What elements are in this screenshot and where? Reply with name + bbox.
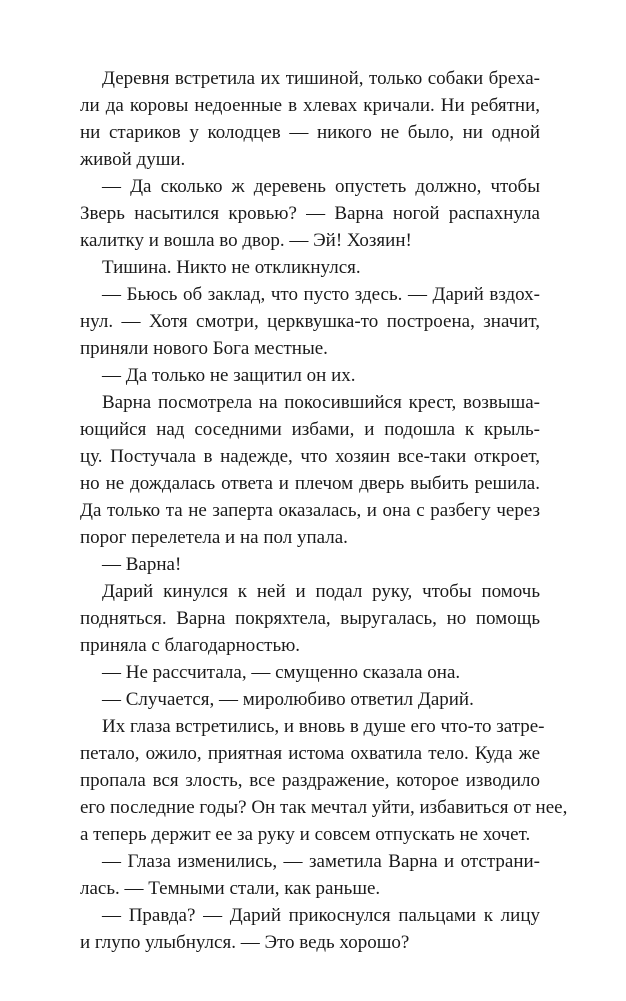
text-line: Их глаза встретились, и вновь в душе его что-то затре- xyxy=(102,716,545,737)
paragraph-5 xyxy=(80,362,540,389)
paragraph-11 xyxy=(80,713,568,848)
paragraph-2 xyxy=(80,173,540,254)
text-line: лась. — Темными стали, как раньше. xyxy=(80,878,381,899)
text-line: — Бьюсь об заклад, что пусто здесь. — Дарий вздох- xyxy=(102,284,540,305)
text-line: порог перелетела и на пол упала. xyxy=(80,527,348,548)
text-line: приняли нового Бога местные. xyxy=(80,338,328,359)
text-line: Зверь насытился кровью? — Варна ногой распахнула xyxy=(80,203,540,224)
paragraph-8 xyxy=(80,578,540,659)
text-line: ли да коровы недоенные в хлевах кричали. Ни ребятни, xyxy=(80,95,540,116)
text-line: калитку и вошла во двор. — Эй! Хозяин! xyxy=(80,230,412,251)
paragraph-10 xyxy=(80,686,540,713)
text-line: цу. Постучала в надежде, что хозяин все-таки откроет, xyxy=(80,446,540,467)
text-line: — Случается, — миролюбиво ответил Дарий. xyxy=(102,689,474,710)
paragraph-6 xyxy=(80,389,540,551)
text-line: но не дождалась ответа и плечом дверь выбить решила. xyxy=(80,473,540,494)
text-line: Да только та не заперта оказалась, и она с разбегу через xyxy=(80,500,540,521)
text-line: — Да сколько ж деревень опустеть должно, чтобы xyxy=(102,176,540,197)
text-line: — Варна! xyxy=(102,554,182,575)
text-line: его последние годы? Он так мечтал уйти, избавиться от нее, xyxy=(80,797,568,818)
paragraph-13 xyxy=(80,902,540,956)
paragraph-9 xyxy=(80,659,540,686)
text-line: — Да только не защитил он их. xyxy=(102,365,356,386)
text-line: Деревня встретила их тишиной, только собаки бреха- xyxy=(102,68,540,89)
paragraph-12 xyxy=(80,848,540,902)
paragraph-4 xyxy=(80,281,540,362)
text-line: ни стариков у колодцев — никого не было, ни одной xyxy=(80,122,540,143)
paragraph-3 xyxy=(80,254,540,281)
paragraph-7 xyxy=(80,551,540,578)
text-line: нул. — Хотя смотри, церквушка-то построена, значит, xyxy=(80,311,540,332)
text-line: — Правда? — Дарий прикоснулся пальцами к лицу xyxy=(102,905,540,926)
text-line: — Глаза изменились, — заметила Варна и отстрани- xyxy=(102,851,540,872)
text-line: и глупо улыбнулся. — Это ведь хорошо? xyxy=(80,932,410,953)
paragraph-1 xyxy=(80,65,540,173)
text-line: Дарий кинулся к ней и подал руку, чтобы помочь xyxy=(102,581,540,602)
text-line: подняться. Варна покряхтела, выругалась, но помощь xyxy=(80,608,540,629)
text-line: пропала вся злость, все раздражение, которое изводило xyxy=(80,770,540,791)
text-line: петало, ожило, приятная истома охватила тело. Куда же xyxy=(80,743,540,764)
text-line: ющийся над соседними избами, и подошла к крыль- xyxy=(80,419,540,440)
page-body xyxy=(80,65,568,956)
text-line: приняла с благодарностью. xyxy=(80,635,301,656)
text-line: живой души. xyxy=(80,149,186,170)
text-line: Варна посмотрела на покосившийся крест, возвыша- xyxy=(102,392,540,413)
text-line: Тишина. Никто не откликнулся. xyxy=(102,257,361,278)
text-line: а теперь держит ее за руку и совсем отпускать не хочет. xyxy=(80,824,531,845)
text-line: — Не рассчитала, — смущенно сказала она. xyxy=(102,662,461,683)
